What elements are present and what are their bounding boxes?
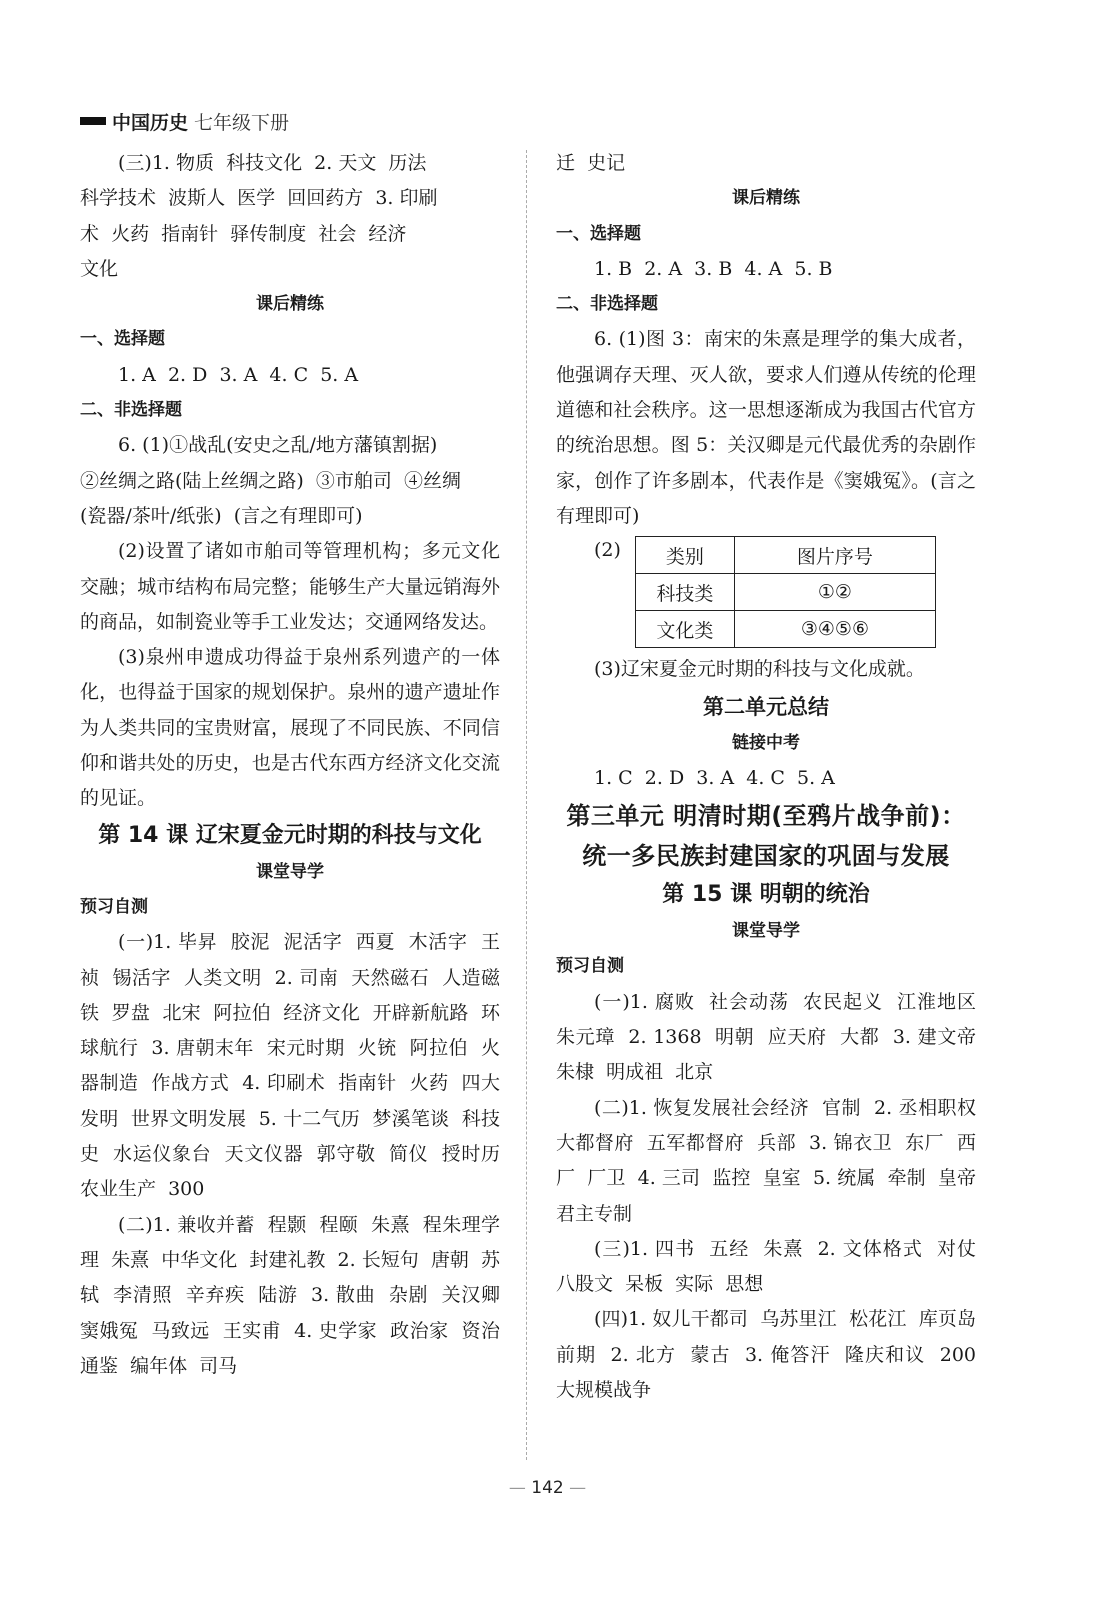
table-cell: 科技类: [635, 574, 734, 611]
page-number: — 142 —: [508, 1478, 587, 1498]
table-header-cell: 图片序号: [734, 537, 935, 574]
answer-table: [635, 536, 936, 648]
section-title: 链接中考: [732, 732, 800, 753]
header-grade: 七年级下册: [194, 111, 290, 134]
answer-line: 迁 史记: [556, 152, 626, 174]
table-cell: 文化类: [635, 611, 734, 648]
unit-summary-title: 第二单元总结: [703, 694, 829, 719]
subsection-title: 预习自测: [556, 956, 624, 977]
answer-line: 术 火药 指南针 驿传制度 社会 经济: [80, 222, 407, 245]
answer-line: 6. (1)①战乱(安史之乱/地方藩镇割据): [118, 434, 438, 457]
lesson-title: 第 14 课 辽宋夏金元时期的科技与文化: [98, 822, 482, 848]
section-title: 课堂导学: [732, 921, 800, 942]
column-divider: [526, 150, 527, 1460]
running-header: [80, 106, 289, 136]
answer-paragraph: (一)1. 毕昇 胶泥 泥活字 西夏 木活字 王祯 锡活字 人类文明 2. 司南 天然磁石 人造磁铁 罗盘 北宋 阿拉伯 经济文化 开辟新航路 环球航行 3. 唐朝末年 宋元时期 火铳 阿拉伯 火器制造 作战方式 4. 印刷术 指南针 火药 四大发明 世界文明发展 5. 十二气历 梦溪笔谈 科技史 水运仪象台 天文仪器 郭守敬 简仪 授时历 农业生产 300: [80, 931, 513, 1201]
section-title: 课后精练: [732, 188, 800, 209]
table-header-cell: 类别: [635, 537, 734, 574]
answer-line: 科学技术 波斯人 医学 回回药方 3. 印刷: [80, 187, 438, 210]
header-subject: 中国历史: [112, 111, 189, 134]
choice-answers: 1. B 2. A 3. B 4. A 5. B: [594, 257, 833, 280]
table-header-row: [635, 537, 935, 574]
subsection-title: 预习自测: [80, 896, 148, 917]
lesson-title: 第 15 课 明朝的统治: [662, 882, 870, 908]
right-column: [556, 146, 989, 1408]
table-cell: ③④⑤⑥: [734, 611, 935, 648]
choice-answers: 1. A 2. D 3. A 4. C 5. A: [118, 363, 359, 386]
answer-table-wrap: [594, 536, 976, 648]
section-title: 课堂导学: [256, 861, 324, 882]
header-bar: [80, 117, 106, 125]
subsection-title: 一、选择题: [80, 329, 165, 350]
answer-line: (三)1. 物质 科技文化 2. 天文 历法: [118, 152, 427, 174]
table-row: [635, 611, 935, 648]
answer-paragraph: (二)1. 兼收并蓄 程颢 程颐 朱熹 程朱理学 理 朱熹 中华文化 封建礼教 2. 长短句 唐朝 苏轼 李清照 辛弃疾 陆游 3. 散曲 杂剧 关汉卿 窦娥冤 马致远 王实甫 4. 史学家 政治家 资治通鉴 编年体 司马: [80, 1213, 513, 1377]
answer-paragraph: (三)1. 四书 五经 朱熹 2. 文体格式 对仗 八股文 呆板 实际 思想: [556, 1237, 989, 1296]
answer-line: (瓷器/茶叶/纸张) (言之有理即可): [80, 504, 363, 527]
answer-paragraph: (3)泉州申遗成功得益于泉州系列遗产的一体化，也得益于国家的规划保护。泉州的遗产遗址作为人类共同的宝贵财富，展现了不同民族、不同信仰和谐共处的历史，也是古代东西方经济文化交流的见证。: [80, 646, 500, 810]
answer-line: 文化: [80, 257, 119, 280]
section-title: 课后精练: [256, 294, 324, 315]
answer-paragraph: (一)1. 腐败 社会动荡 农民起义 江淮地区 朱元璋 2. 1368 明朝 应天府 大都 3. 建文帝 朱棣 明成祖 北京: [556, 990, 989, 1084]
answer-paragraph: 6. (1)图 3：南宋的朱熹是理学的集大成者，他强调存天理、灭人欲，要求人们遵从传统的伦理道德和社会秩序。这一思想逐渐成为我国古代官方的统治思想。图 5：关汉卿是元代最优秀的杂剧作家，创作了许多剧本，代表作是《窦娥冤》。(言之有理即可): [556, 328, 976, 527]
answer-paragraph: (二)1. 恢复发展社会经济 官制 2. 丞相职权 大都督府 五军都督府 兵部 3. 锦衣卫 东厂 西厂 厂卫 4. 三司 监控 皇室 5. 统属 牵制 皇帝 君主专制: [556, 1096, 989, 1225]
page-number-value: 142: [531, 1478, 564, 1498]
answer-paragraph: (2)设置了诸如市舶司等管理机构；多元文化交融；城市结构布局完整；能够生产大量远销海外的商品，如制瓷业等手工业发达；交通网络发达。: [80, 540, 500, 633]
answer-paragraph: (四)1. 奴儿干都司 乌苏里江 松花江 库页岛 前期 2. 北方 蒙古 3. 俺答汗 隆庆和议 200 大规模战争: [556, 1308, 989, 1402]
answer-line: (3)辽宋夏金元时期的科技与文化成就。: [594, 658, 925, 681]
subsection-title: 一、选择题: [556, 223, 641, 244]
table-cell: ①②: [734, 574, 935, 611]
table-label: (2): [594, 539, 621, 562]
table-row: [635, 574, 935, 611]
subsection-title: 二、非选择题: [80, 400, 182, 421]
answer-line: ②丝绸之路(陆上丝绸之路) ③市舶司 ④丝绸: [80, 469, 461, 492]
choice-answers: 1. C 2. D 3. A 4. C 5. A: [594, 766, 835, 789]
unit-title: 统一多民族封建国家的巩固与发展: [582, 842, 950, 871]
subsection-title: 二、非选择题: [556, 294, 658, 315]
left-column: [80, 146, 513, 1384]
unit-title: 第三单元 明清时期(至鸦片战争前)：: [566, 802, 966, 831]
